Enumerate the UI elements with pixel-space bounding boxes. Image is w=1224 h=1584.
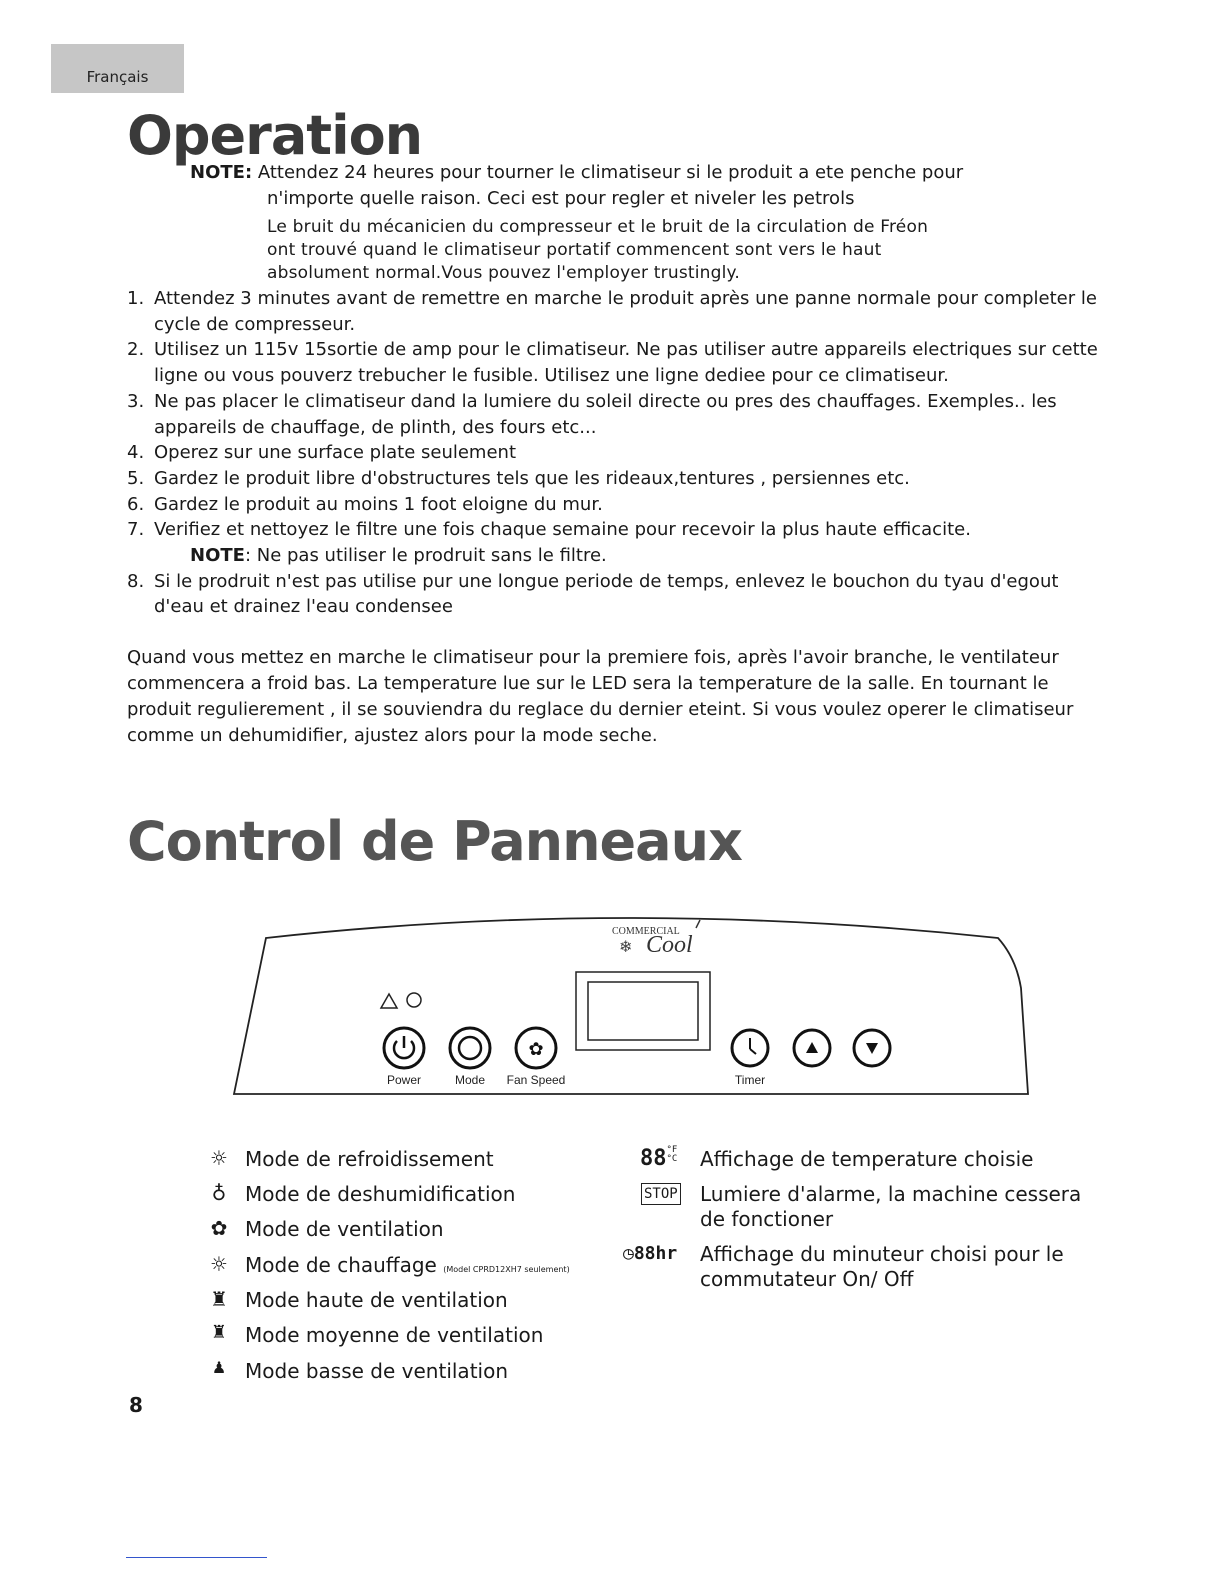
down-button[interactable] bbox=[854, 1030, 890, 1066]
legend-fan-low: Mode basse de ventilation bbox=[245, 1359, 508, 1383]
power-label: Power bbox=[386, 1073, 422, 1087]
note-label: NOTE: bbox=[190, 162, 253, 183]
display-frame-inner bbox=[588, 982, 698, 1040]
step-item: 2. Utilisez un 115v 15sortie de amp pour le climatiseur. Ne pas utiliser autre appareils electriques sur cette ligne ou vous pouverz trebucher le fusible. Utilisez une ligne dediee pour ce climatiseur. bbox=[127, 339, 1098, 387]
step-item: 8. Si le prodruit n'est pas utilise pur une longue periode de temps, enlevez le bouchon du tyau d'egout d'eau et drainez l'eau condensee bbox=[127, 570, 1059, 618]
footer-rule bbox=[126, 1557, 267, 1558]
note-sub-line3: absolument normal.Vous pouvez l'employer trustingly. bbox=[267, 263, 741, 283]
fan-mode-icon: ✿ bbox=[210, 1216, 228, 1240]
display-frame-outer bbox=[576, 972, 710, 1050]
control-panel-title: Control de Panneaux bbox=[127, 810, 742, 873]
legend-temperature: Affichage de temperature choisie bbox=[700, 1147, 1034, 1171]
legend-heating: Mode de chauffage (Model CPRD12XH7 seulement) bbox=[245, 1253, 570, 1277]
legend-alarm-line2: de fonctioner bbox=[700, 1207, 834, 1231]
timer-label: Timer bbox=[734, 1073, 766, 1087]
step-note-text: : Ne pas utiliser le prodruit sans le filtre. bbox=[244, 545, 607, 567]
step-note-label: NOTE bbox=[190, 545, 245, 567]
arrow-down-icon bbox=[866, 1043, 878, 1054]
operation-note bbox=[190, 160, 1090, 285]
note-text: Attendez 24 heures pour tourner le climatiseur si le produit a ete penche pour bbox=[252, 162, 964, 183]
fan-low-icon: ♟ bbox=[211, 1358, 227, 1377]
heating-mode-icon: ☼ bbox=[210, 1252, 228, 1276]
dehumidify-mode-icon: ♁ bbox=[211, 1181, 227, 1205]
fan-medium-icon: ♜ bbox=[210, 1322, 228, 1343]
control-panel-diagram bbox=[226, 908, 1036, 1108]
fan-icon: ✿ bbox=[528, 1039, 544, 1059]
fan-high-icon: ♜ bbox=[210, 1287, 228, 1311]
legend-timer: Affichage du minuteur choisi pour le bbox=[700, 1242, 1064, 1266]
indicator-light bbox=[407, 993, 421, 1007]
arrow-up-icon bbox=[806, 1042, 818, 1053]
operation-paragraph: Quand vous mettez en marche le climatiseur pour la premiere fois, après l'avoir branche, le ventilateur commencera a froid bas. La temperature lue sur le LED sera la temperature de la salle. En tournant le produit regulierement , il se souviendra du reglace du dernier eteint. Si vous voulez operer le climatiseur comme un dehumidifier, ajustez alors pour la mode seche. bbox=[127, 647, 1074, 746]
timer-button[interactable] bbox=[732, 1030, 768, 1066]
language-tab: Français bbox=[51, 44, 184, 93]
note-sub-line1: Le bruit du mécanicien du compresseur et le bruit de la circulation de Fréon bbox=[267, 217, 929, 237]
operation-steps bbox=[127, 286, 1107, 620]
clock-icon: ◷ bbox=[623, 1243, 634, 1264]
legend-alarm: Lumiere d'alarme, la machine cessera bbox=[700, 1182, 1082, 1206]
note-text-line2: n'importe quelle raison. Ceci est pour regler et niveler les petrols bbox=[267, 188, 855, 209]
fan-speed-button[interactable] bbox=[516, 1028, 556, 1068]
step-item: 6. Gardez le produit au moins 1 foot eloigne du mur. bbox=[127, 493, 603, 515]
legend-dehumidify: Mode de deshumidification bbox=[245, 1182, 516, 1206]
mode-icon bbox=[459, 1037, 481, 1059]
step-item: 7. Verifiez et nettoyez le filtre une fois chaque semaine pour recevoir la plus haute efficacite. bbox=[127, 519, 971, 541]
timer-display-icon: ◷88hr bbox=[623, 1243, 678, 1264]
brand-script: Cool bbox=[646, 932, 693, 958]
legend-timer-line2: commutateur On/ Off bbox=[700, 1267, 914, 1291]
temperature-display-icon: 88°F °C bbox=[640, 1145, 678, 1171]
snowflake-icon: ❄ bbox=[619, 939, 633, 956]
step-7-note bbox=[127, 543, 1107, 569]
step-item: 1. Attendez 3 minutes avant de remettre en marche le produit après une panne normale pour completer le cycle de compresseur. bbox=[127, 288, 1097, 335]
fan-speed-label: Fan Speed bbox=[506, 1073, 566, 1087]
legend-fan-medium: Mode moyenne de ventilation bbox=[245, 1323, 544, 1347]
step-item: 3. Ne pas placer le climatiseur dand la lumiere du soleil directe ou pres des chauffages. Exemples.. les appareils de chauffage, de plinth, des fours etc... bbox=[127, 390, 1057, 438]
power-button[interactable] bbox=[384, 1028, 424, 1068]
step-item: 5. Gardez le produit libre d'obstructures tels que les rideaux,tentures , persiennes etc. bbox=[127, 467, 910, 489]
step-item: 4. Operez sur une surface plate seulement bbox=[127, 442, 517, 464]
mode-label: Mode bbox=[454, 1073, 486, 1087]
operation-title: Operation bbox=[127, 104, 423, 167]
stop-alarm-icon: STOP bbox=[641, 1183, 681, 1205]
note-sub-line2: ont trouvé quand le climatiseur portatif commencent sont vers le haut bbox=[267, 240, 882, 260]
up-button[interactable] bbox=[794, 1030, 830, 1066]
legend-fan: Mode de ventilation bbox=[245, 1217, 444, 1241]
mode-button[interactable] bbox=[450, 1028, 490, 1068]
legend-cooling: Mode de refroidissement bbox=[245, 1147, 494, 1171]
page-number: 8 bbox=[129, 1393, 143, 1417]
cooling-mode-icon: ☼ bbox=[210, 1146, 228, 1170]
brand-top: COMMERCIAL bbox=[612, 926, 680, 937]
heating-model-note: (Model CPRD12XH7 seulement) bbox=[443, 1265, 570, 1274]
brand-swash bbox=[696, 920, 700, 928]
warning-icon bbox=[381, 994, 397, 1008]
legend-fan-high: Mode haute de ventilation bbox=[245, 1288, 508, 1312]
